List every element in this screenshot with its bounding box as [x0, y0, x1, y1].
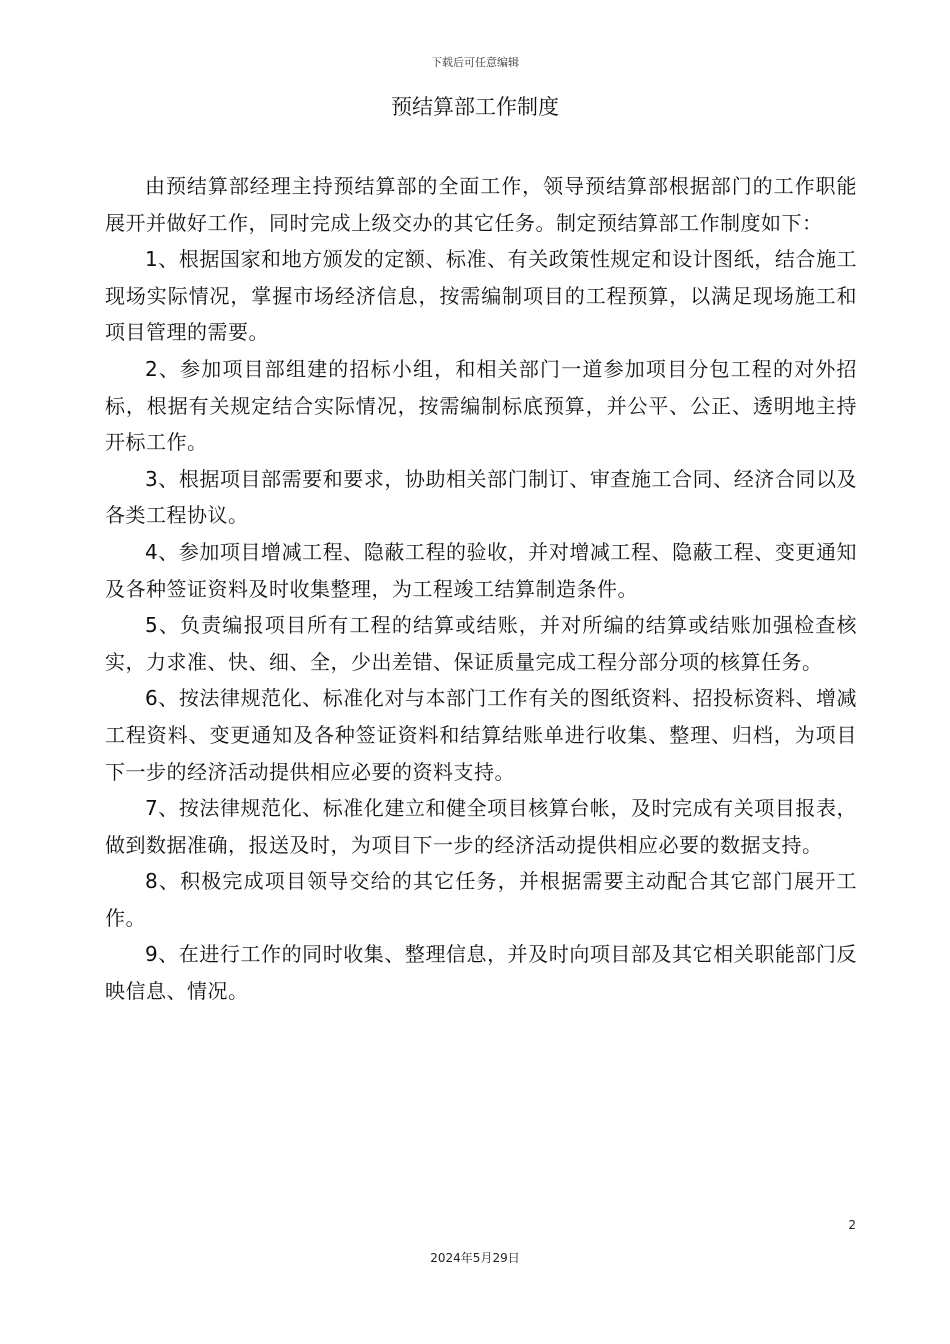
paragraph-item-7: 7、按法律规范化、标准化建立和健全项目核算台帐，及时完成有关项目报表，做到数据准确，报送及时，为项目下一步的经济活动提供相应必要的数据支持。: [105, 796, 857, 857]
paragraph-item-3: 3、根据项目部需要和要求，协助相关部门制订、审查施工合同、经济合同以及各类工程协议。: [105, 466, 857, 528]
paragraph-item-9: 9、在进行工作的同时收集、整理信息，并及时向项目部及其它相关职能部门反映信息、情况。: [105, 942, 857, 1004]
header-note: 下载后可任意编辑: [431, 56, 519, 69]
paragraph-item-6: 6、按法律规范化、标准化对与本部门工作有关的图纸资料、招投标资料、增减工程资料、变更通知及各种签证资料和结算结账单进行收集、整理、归档，为项目下一步的经济活动提供相应必要的资料支持。: [105, 686, 857, 784]
paragraph-item-5: 5、负责编报项目所有工程的结算或结账，并对所编的结算或结账加强检查核实，力求准、快、细、全，少出差错、保证质量完成工程分部分项的核算任务。: [105, 613, 857, 674]
paragraph-intro: 由预结算部经理主持预结算部的全面工作，领导预结算部根据部门的工作职能展开并做好工作，同时完成上级交办的其它任务。制定预结算部工作制度如下：: [105, 174, 857, 235]
paragraph-item-8: 8、积极完成项目领导交给的其它任务，并根据需要主动配合其它部门展开工作。: [105, 869, 857, 930]
paragraph-item-1: 1、根据国家和地方颁发的定额、标准、有关政策性规定和设计图纸，结合施工现场实际情况，掌握市场经济信息，按需编制项目的工程预算，以满足现场施工和项目管理的需要。: [105, 247, 857, 345]
document-title: 预结算部工作制度: [391, 95, 559, 119]
page-number: 2: [848, 1218, 856, 1232]
paragraph-item-2: 2、参加项目部组建的招标小组，和相关部门一道参加项目分包工程的对外招标，根据有关规定结合实际情况，按需编制标底预算，并公平、公正、透明地主持开标工作。: [105, 356, 857, 455]
footer-date: 2024年5月29日: [430, 1251, 520, 1265]
paragraph-item-4: 4、参加项目增减工程、隐蔽工程的验收，并对增减工程、隐蔽工程、变更通知及各种签证资料及时收集整理，为工程竣工结算制造条件。: [105, 539, 857, 601]
document-body: [105, 168, 857, 1010]
